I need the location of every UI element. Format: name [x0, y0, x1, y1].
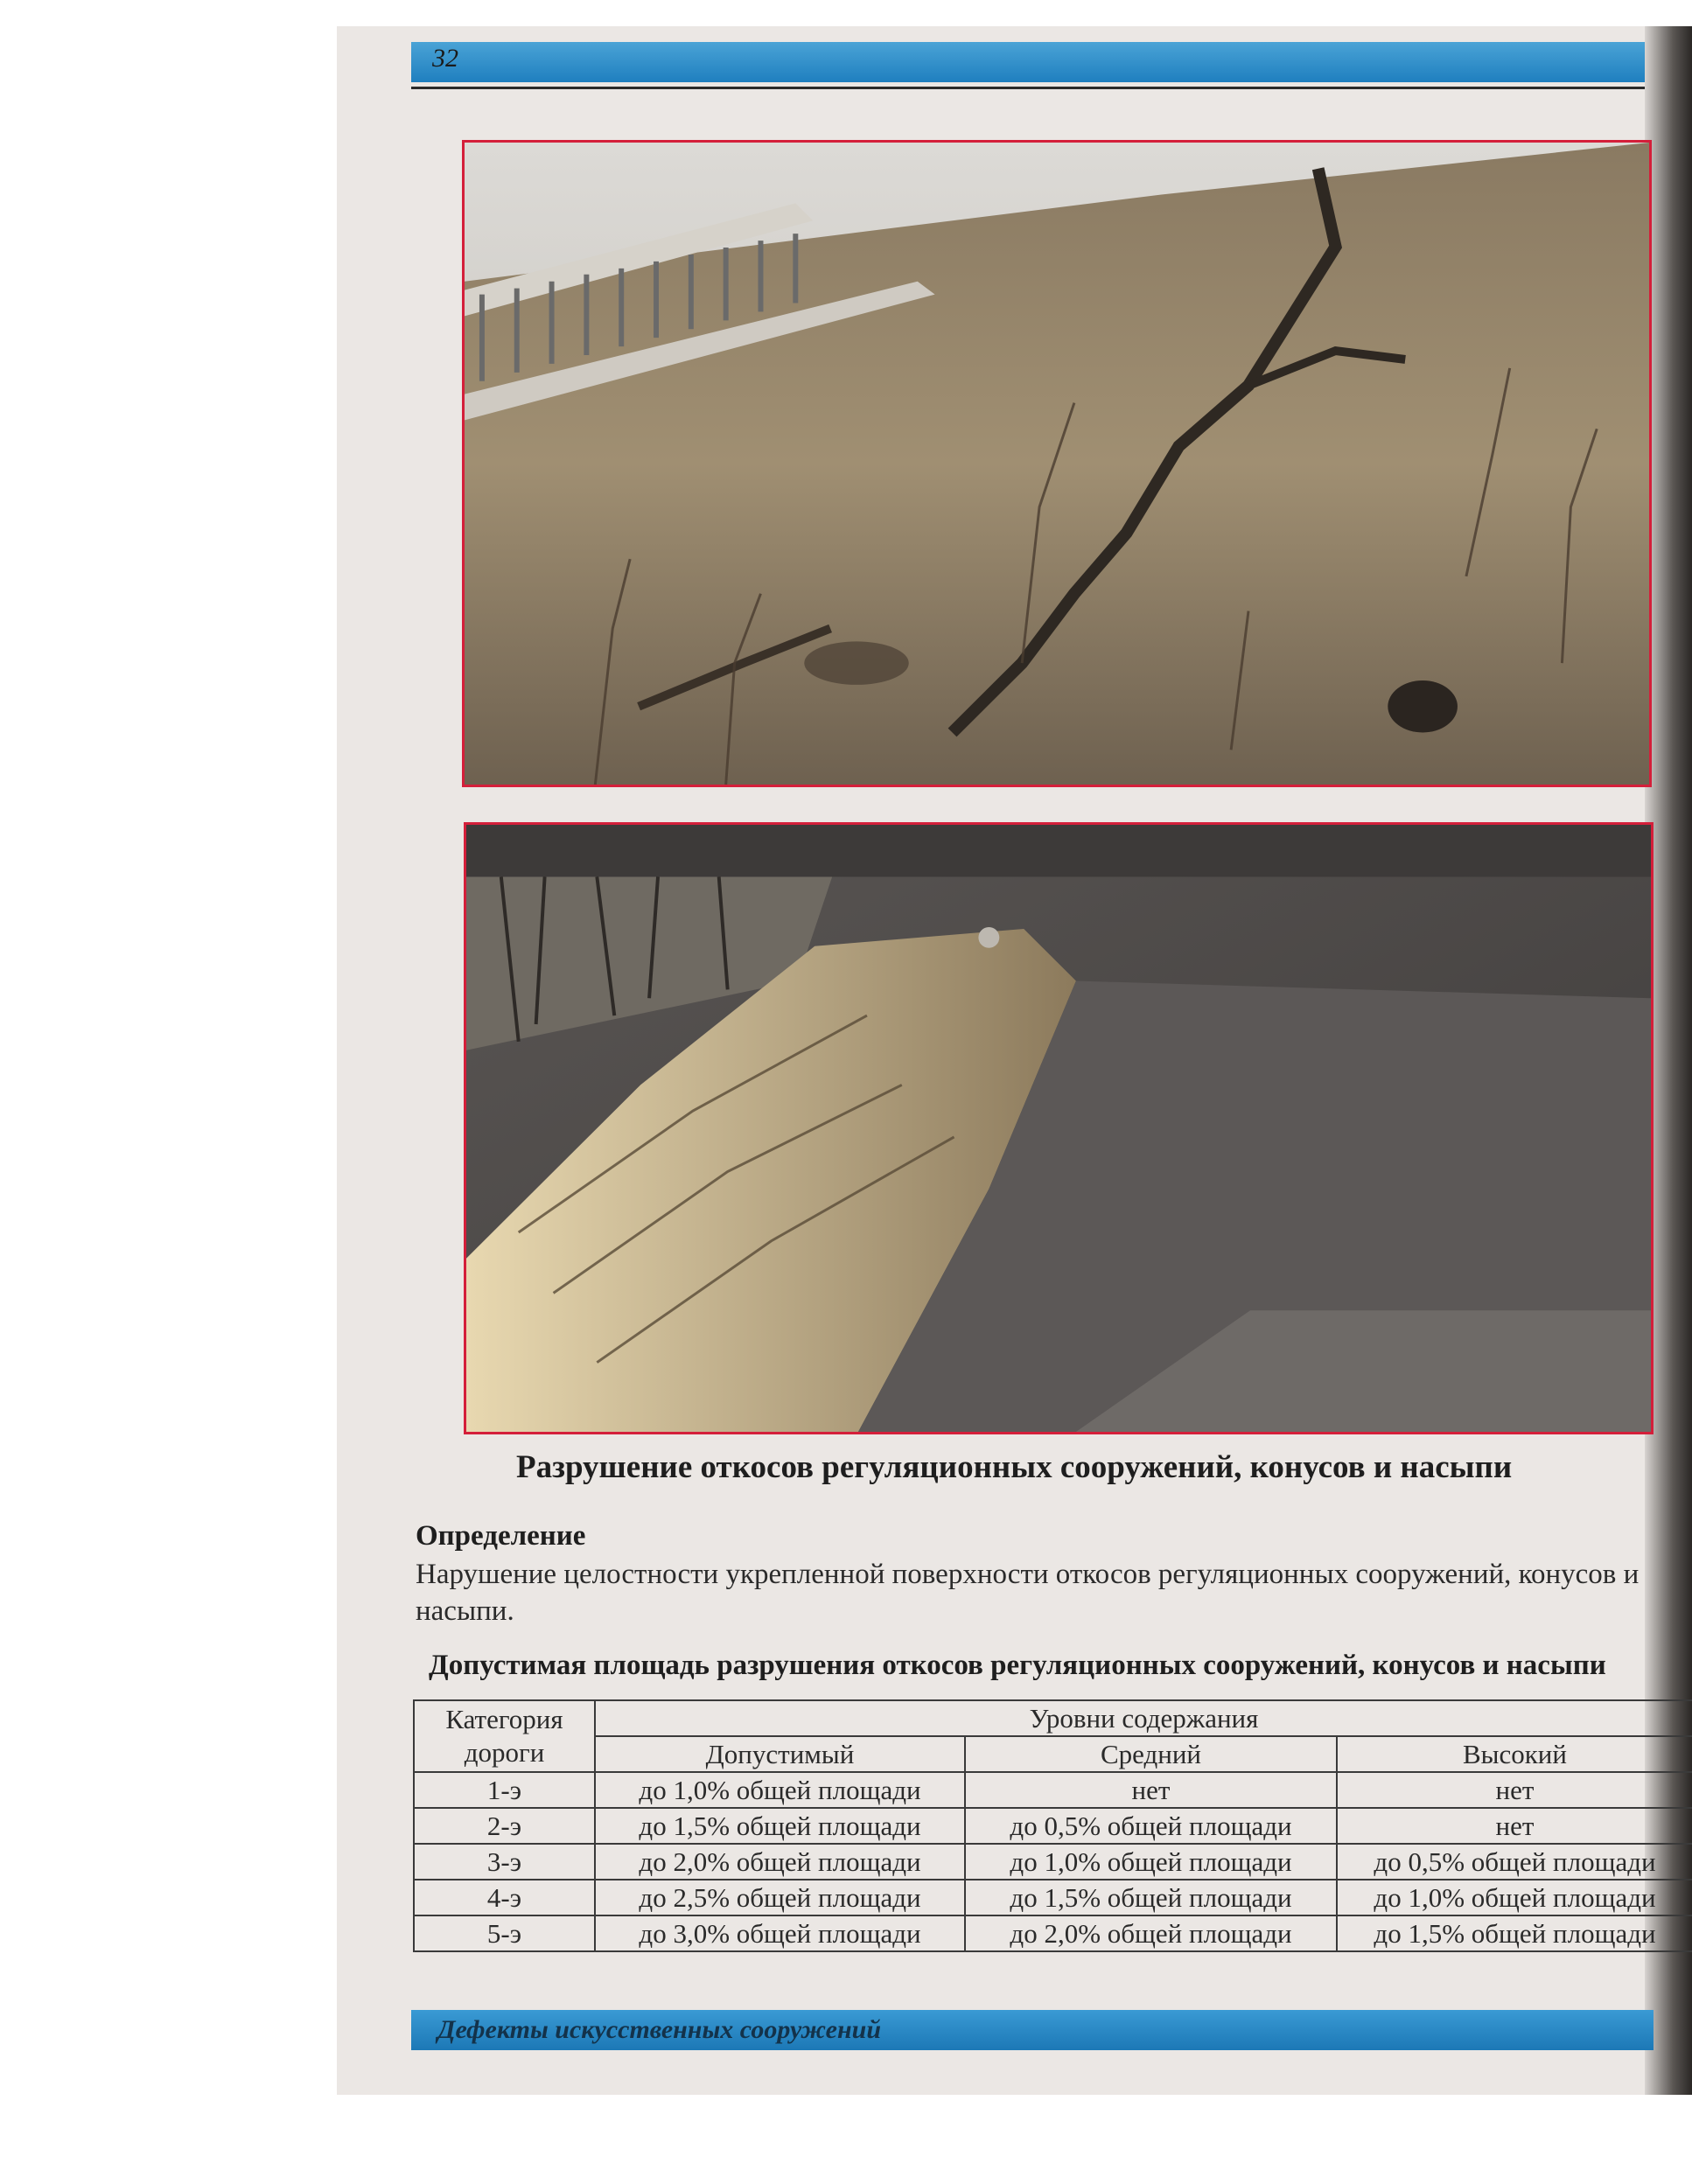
table-cell: до 1,0% общей площади [1337, 1880, 1692, 1915]
photo-icon [466, 825, 1651, 1432]
table-row [414, 1915, 1692, 1951]
table-row [414, 1880, 1692, 1915]
header-bar [411, 42, 1645, 82]
row-category: 2-э [414, 1808, 595, 1844]
table-cell: до 1,0% общей площади [965, 1844, 1337, 1880]
table-cell: до 0,5% общей площади [1337, 1844, 1692, 1880]
footer-label: Дефекты искусственных сооружений [437, 2015, 882, 2044]
table-cell: до 1,0% общей площади [595, 1772, 965, 1808]
table-cell: до 0,5% общей площади [965, 1808, 1337, 1844]
table-cell: до 2,0% общей площади [595, 1844, 965, 1880]
allowed-damage-table [413, 1699, 1692, 1952]
table-cell: нет [965, 1772, 1337, 1808]
row-category: 1-э [414, 1772, 595, 1808]
header-levels: Уровни содержания [595, 1700, 1692, 1736]
table-row [414, 1772, 1692, 1808]
header-category: Категория дороги [414, 1700, 595, 1772]
definition-heading: Определение [416, 1520, 586, 1552]
table-cell: до 1,5% общей площади [595, 1808, 965, 1844]
table-cell: до 1,5% общей площади [965, 1880, 1337, 1915]
definition-text: Нарушение целостности укрепленной поверхности откосов регуляционных сооружений, конусов и насыпи. [416, 1559, 1640, 1627]
row-category: 4-э [414, 1880, 595, 1915]
table-cell: нет [1337, 1772, 1692, 1808]
eroded-slope-photo [462, 140, 1652, 787]
page-number: 32 [432, 44, 458, 73]
level-column-header: Высокий [1337, 1736, 1692, 1772]
level-column-header: Средний [965, 1736, 1337, 1772]
table-row [414, 1844, 1692, 1880]
table-cell: до 2,0% общей площади [965, 1915, 1337, 1951]
bridge-cone-photo [464, 822, 1654, 1434]
section-title: Разрушение откосов регуляционных сооружений, конусов и насыпи [516, 1449, 1513, 1485]
header-rule [411, 87, 1645, 89]
table-cell: нет [1337, 1808, 1692, 1844]
photo-icon [465, 143, 1649, 785]
table-cell: до 1,5% общей площади [1337, 1915, 1692, 1951]
row-category: 3-э [414, 1844, 595, 1880]
level-column-header: Допустимый [595, 1736, 965, 1772]
table-title: Допустимая площадь разрушения откосов регуляционных сооружений, конусов и насыпи [429, 1650, 1606, 1681]
row-category: 5-э [414, 1915, 595, 1951]
table-row [414, 1808, 1692, 1844]
table-cell: до 2,5% общей площади [595, 1880, 965, 1915]
table-cell: до 3,0% общей площади [595, 1915, 965, 1951]
